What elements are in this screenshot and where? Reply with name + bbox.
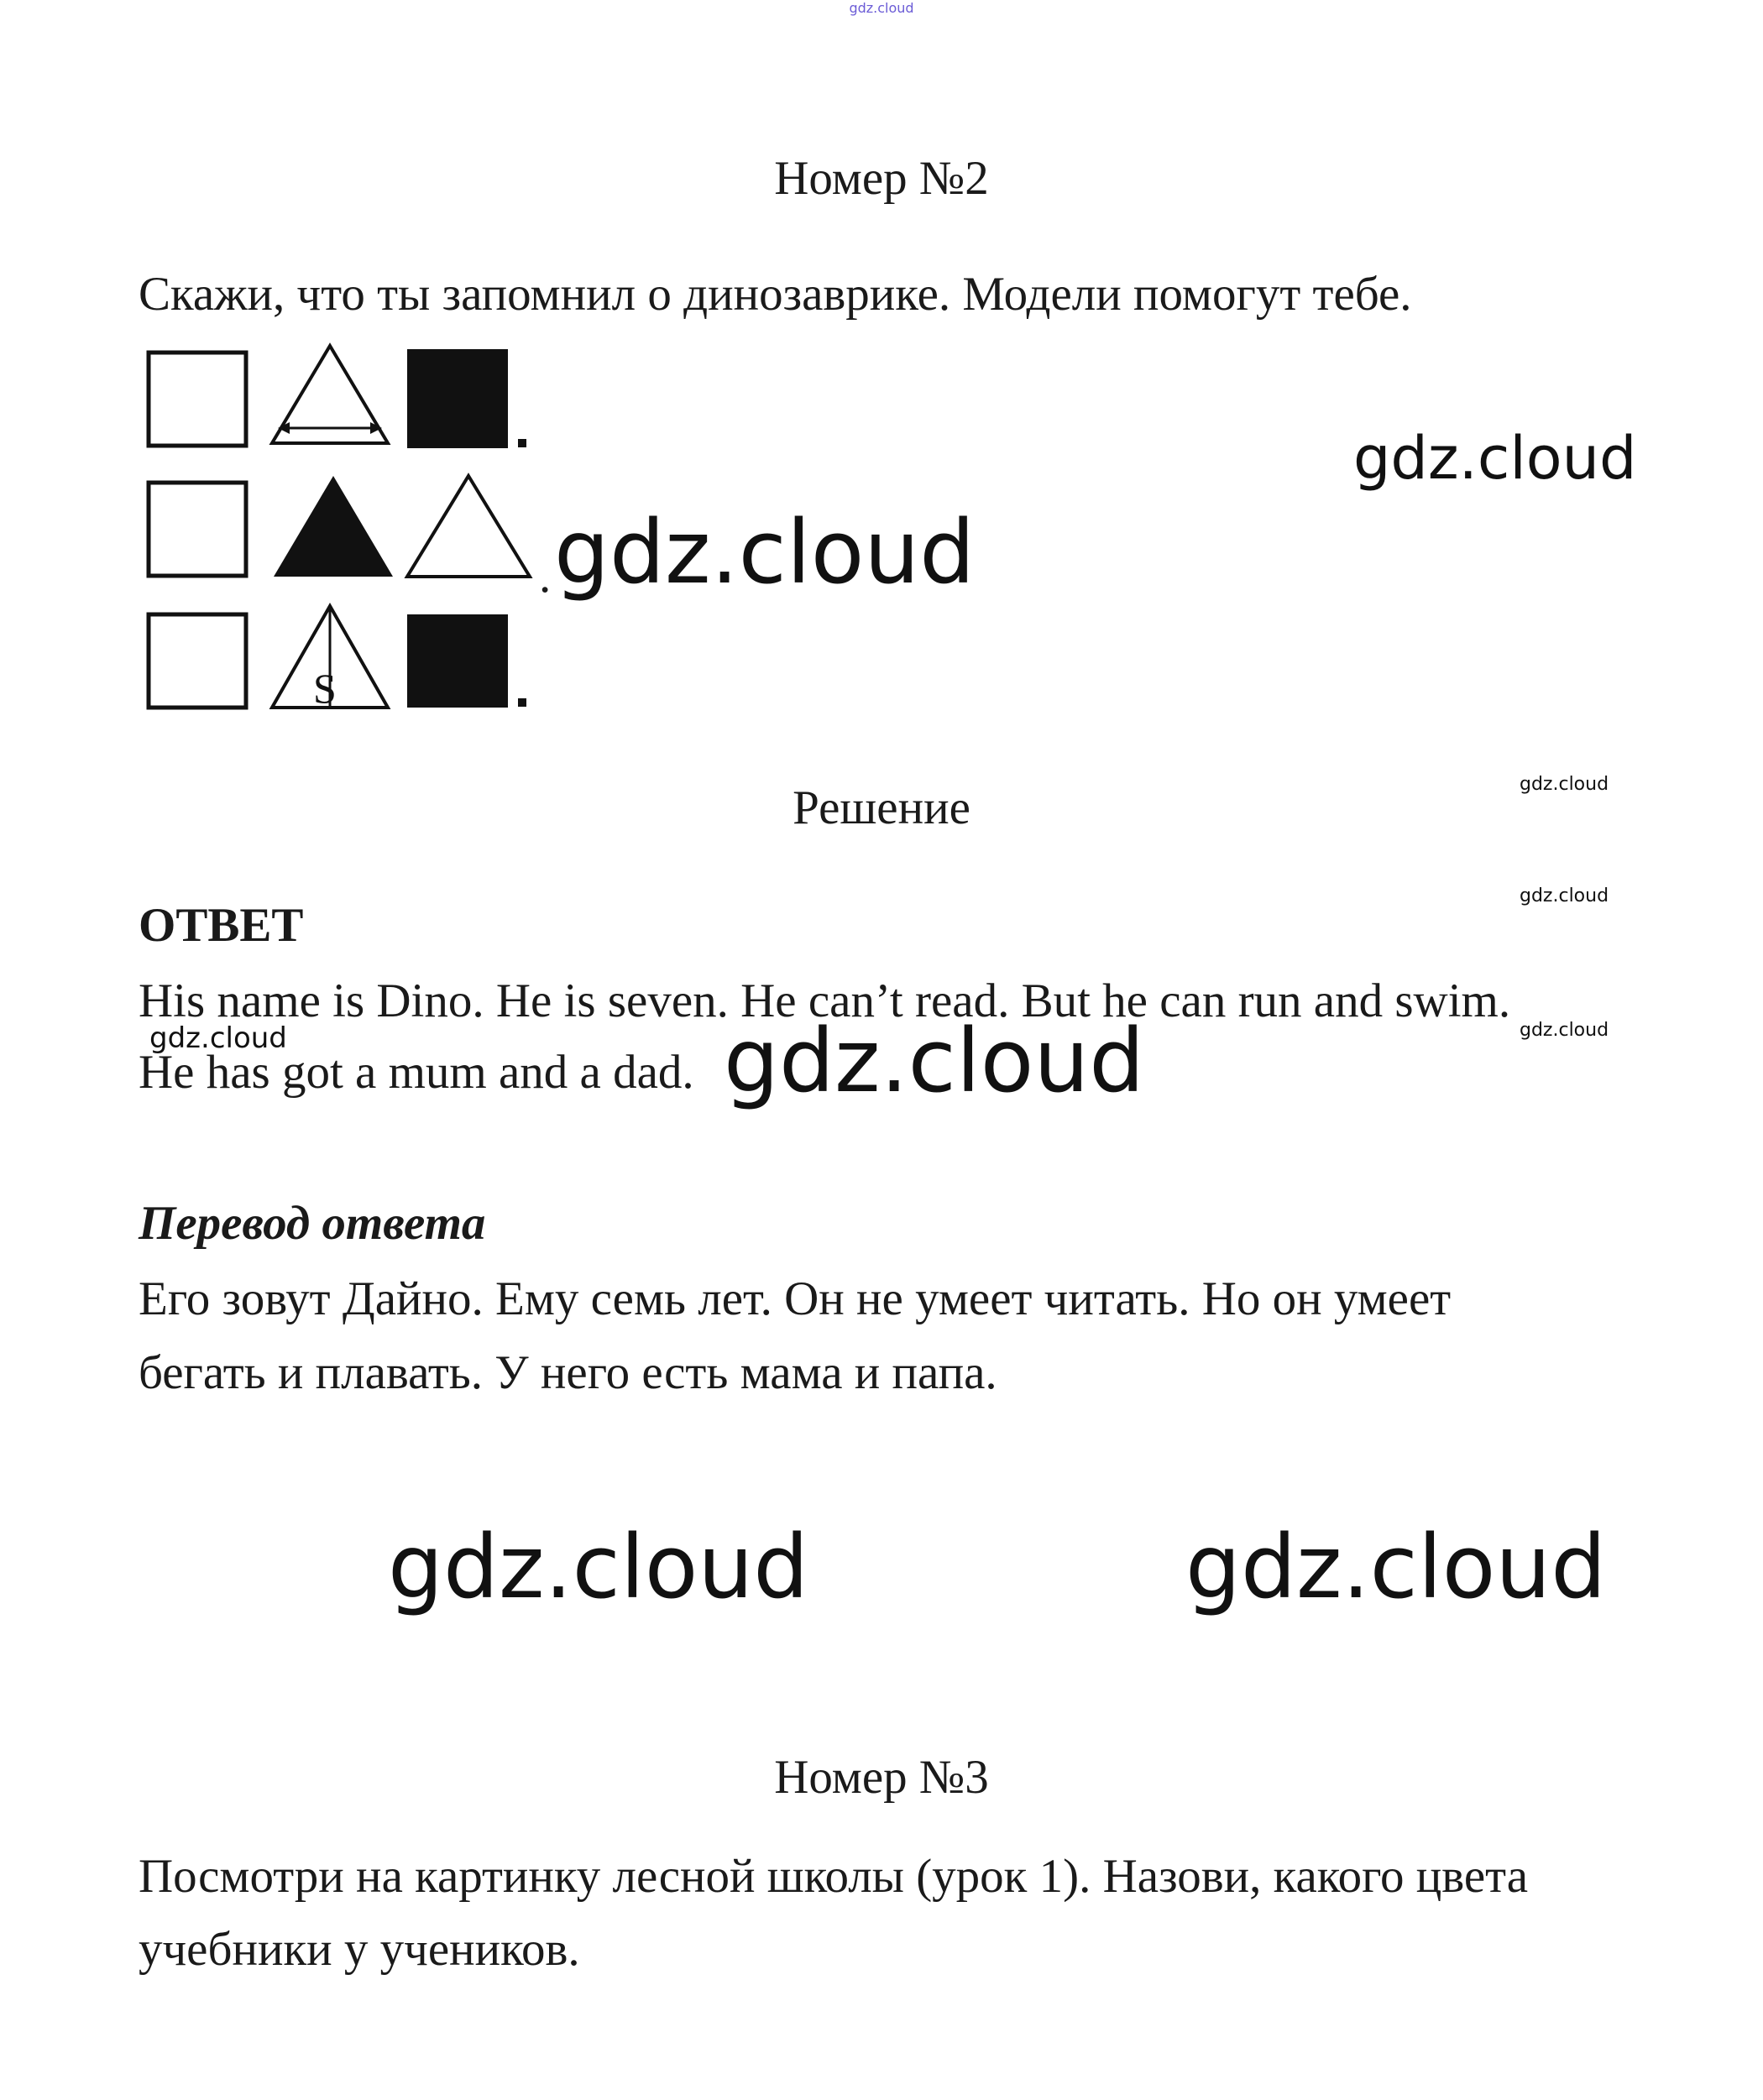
solution-heading: Решение bbox=[793, 781, 970, 834]
watermark: gdz.cloud bbox=[1520, 1020, 1609, 1041]
model-empty-square bbox=[149, 483, 246, 576]
model-diagram bbox=[139, 336, 558, 722]
task3-instruction-line-2: учебники у учеников. bbox=[139, 1923, 580, 1976]
watermark: gdz.cloud bbox=[1520, 885, 1609, 906]
watermark: gdz.cloud bbox=[1520, 774, 1609, 795]
task2-instruction: Скажи, что ты запомнил о динозаврике. Модели помогут тебе. bbox=[139, 268, 1412, 321]
model-filled-triangle bbox=[274, 476, 393, 577]
watermark: gdz.cloud bbox=[149, 1021, 287, 1055]
model-empty-square bbox=[149, 614, 246, 708]
translation-line-1: Его зовут Дайно. Ему семь лет. Он не умеет читать. Но он умеет bbox=[139, 1272, 1452, 1325]
task2-title: Номер №2 bbox=[774, 152, 989, 205]
watermark: gdz.cloud bbox=[1185, 1516, 1607, 1618]
watermark: gdz.cloud bbox=[554, 501, 976, 603]
watermark-top: gdz.cloud bbox=[849, 0, 914, 16]
model-filled-square bbox=[407, 614, 508, 708]
watermark: gdz.cloud bbox=[388, 1516, 809, 1618]
watermark: gdz.cloud bbox=[724, 1010, 1145, 1112]
task3-instruction-line-1: Посмотри на картинку лесной школы (урок 1). Назови, какого цвета bbox=[139, 1850, 1529, 1903]
watermark: gdz.cloud bbox=[1353, 424, 1637, 493]
task3-title: Номер №3 bbox=[774, 1751, 989, 1804]
translation-heading: Перевод ответа bbox=[139, 1197, 486, 1250]
model-filled-square bbox=[407, 349, 508, 448]
model-empty-square bbox=[149, 353, 246, 446]
answer-line-1: His name is Dino. He is seven. He can’t read. But he can run and swim. bbox=[139, 974, 1511, 1027]
answer-line-2: He has got a mum and a dad. bbox=[139, 1046, 694, 1099]
model-empty-triangle bbox=[407, 476, 530, 577]
answer-heading: ОТВЕТ bbox=[139, 899, 304, 952]
model-letter-s: S bbox=[313, 665, 337, 712]
translation-line-2: бегать и плавать. У него есть мама и папа. bbox=[139, 1346, 997, 1399]
